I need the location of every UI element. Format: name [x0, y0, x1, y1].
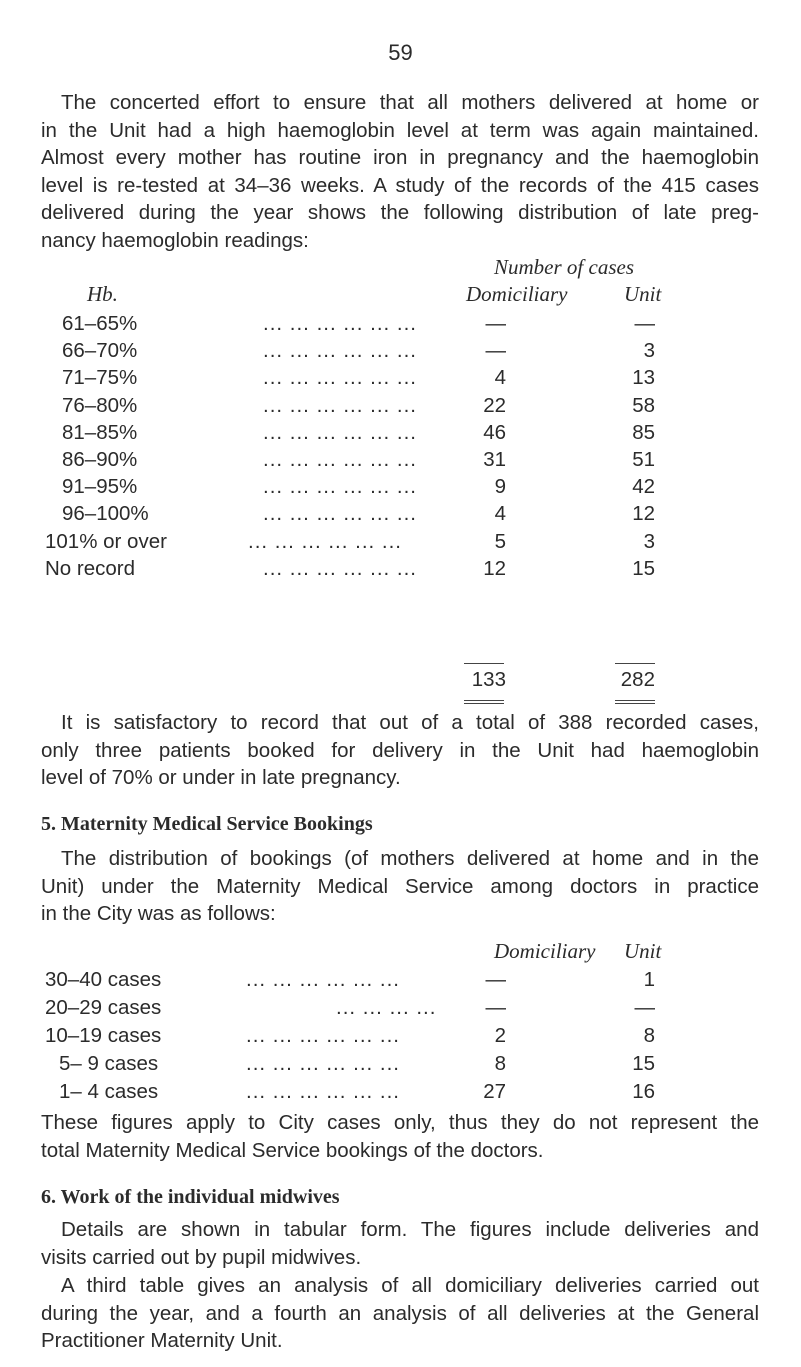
double-rule-domiciliary-2 [464, 703, 504, 704]
hb-unit-value: 15 [632, 556, 655, 580]
leader-dots: ... ... ... ... ... ... [263, 339, 417, 363]
bookings-domiciliary-value: 8 [494, 1052, 506, 1075]
bookings-table-row [0, 1022, 801, 1050]
total-unit: 282 [620, 668, 655, 691]
hb-unit-value: 3 [643, 339, 655, 363]
hb-range-label: No record [45, 556, 136, 580]
hb-unit-value: 13 [632, 366, 655, 390]
text-line: in the City was as follows: [41, 902, 276, 925]
hb-domiciliary-value: 4 [494, 366, 506, 390]
text-line: only three patients booked for delivery in the Unit had haemoglobin [41, 738, 759, 762]
hb-unit-value: 42 [632, 475, 655, 499]
leader-dots: ... ... ... ... ... ... [263, 448, 417, 471]
hb-domiciliary-value: 22 [483, 393, 506, 417]
total-rule-domiciliary [464, 663, 504, 664]
hb-range-label: 71–75% [62, 366, 138, 390]
leader-dots: ... ... ... ... ... ... [248, 529, 402, 553]
intro-paragraph [41, 89, 759, 254]
section-5-heading: 5. Maternity Medical Service Bookings [41, 813, 373, 835]
leader-dots: ... ... ... ... ... ... [263, 502, 417, 526]
text-line: nancy haemoglobin readings: [41, 228, 309, 252]
hb-total-row [0, 666, 801, 694]
bookings-range-label: 5– 9 cases [59, 1052, 159, 1075]
hb-group-header: Number of cases [494, 255, 634, 279]
leader-dots: ... ... ... ... ... ... [263, 366, 417, 390]
total-rule-unit [615, 663, 655, 664]
bookings-unit-value: 8 [643, 1024, 655, 1047]
bookings-table-row [0, 966, 801, 994]
section-6-paragraph-2 [41, 1272, 759, 1355]
leader-dots: ... ... ... ... ... ... [263, 556, 417, 580]
hb-unit-value: 3 [643, 529, 655, 553]
total-domiciliary: 133 [471, 668, 506, 691]
text-line: These figures apply to City cases only, thus they do not represent the [41, 1111, 759, 1134]
leader-dots: ... ... ... ... ... ... [246, 1080, 400, 1103]
bookings-table-row [0, 1050, 801, 1078]
hb-unit-value: 58 [632, 393, 655, 417]
hb-table-row [0, 473, 801, 501]
hb-col-label: Hb. [87, 282, 118, 306]
double-rule-domiciliary-1 [464, 700, 504, 701]
hb-domiciliary-value: 9 [494, 475, 506, 499]
hb-table-row [0, 310, 801, 338]
bookings-table-row [0, 1078, 801, 1106]
bookings-unit-value: 15 [632, 1052, 655, 1075]
hb-unit-value: 12 [632, 502, 655, 526]
hb-range-label: 96–100% [62, 502, 149, 526]
hb-range-label: 86–90% [62, 448, 138, 471]
hb-table-row [0, 528, 801, 556]
hb-table-row [0, 555, 801, 583]
leader-dots: ... ... ... ... ... ... [263, 393, 417, 417]
hb-domiciliary-value: 31 [483, 448, 506, 471]
text-line: delivered during the year shows the following distribution of late preg- [41, 201, 759, 224]
text-line: Unit) under the Maternity Medical Service among doctors in practice [41, 874, 759, 898]
text-line: in the Unit had a high haemoglobin level at term was again maintained. [41, 118, 759, 142]
text-line: The concerted effort to ensure that all mothers delivered at home or [61, 91, 759, 114]
text-line: level of 70% or under in late pregnancy. [41, 766, 401, 789]
bookings-unit-value: 16 [632, 1080, 655, 1103]
section-6-paragraph-1 [41, 1216, 759, 1271]
hb-col-unit: Unit [624, 282, 662, 306]
bookings-table-row [0, 994, 801, 1022]
bookings-range-label: 30–40 cases [45, 968, 162, 991]
hb-domiciliary-value: 46 [483, 420, 506, 444]
double-rule-unit-2 [615, 703, 655, 704]
hb-table-row [0, 419, 801, 447]
bookings-col-unit: Unit [624, 939, 662, 963]
bookings-domiciliary-value: — [485, 996, 506, 1019]
hb-col-domiciliary: Domiciliary [466, 282, 568, 306]
leader-dots: ... ... ... ... [336, 996, 437, 1019]
hb-range-label: 101% or over [45, 529, 167, 553]
hb-range-label: 76–80% [62, 393, 138, 417]
leader-dots: ... ... ... ... ... ... [263, 420, 417, 444]
page-number: 59 [388, 40, 413, 65]
hb-range-label: 91–95% [62, 475, 138, 499]
hb-unit-value: 51 [632, 448, 655, 471]
text-line: visits carried out by pupil midwives. [41, 1245, 362, 1269]
hb-table-row [0, 446, 801, 474]
hb-unit-value: — [634, 312, 655, 335]
bookings-range-label: 1– 4 cases [59, 1080, 159, 1103]
hb-unit-value: 85 [632, 420, 655, 444]
text-line: The distribution of bookings (of mothers delivered at home and in the [61, 847, 759, 870]
hb-domiciliary-value: — [485, 312, 506, 335]
bookings-range-label: 20–29 cases [45, 996, 162, 1019]
hb-table-row [0, 500, 801, 528]
bookings-unit-value: 1 [643, 968, 655, 991]
double-rule-unit-1 [615, 700, 655, 701]
leader-dots: ... ... ... ... ... ... [246, 1024, 400, 1047]
leader-dots: ... ... ... ... ... ... [246, 1052, 400, 1075]
bookings-col-domiciliary: Domiciliary [494, 939, 596, 963]
section-5-after-paragraph [41, 1109, 759, 1164]
hb-domiciliary-value: 12 [483, 556, 506, 580]
leader-dots: ... ... ... ... ... ... [263, 312, 417, 335]
text-line: total Maternity Medical Service bookings of the doctors. [41, 1138, 544, 1162]
bookings-domiciliary-value: — [485, 968, 506, 991]
bookings-unit-value: — [634, 996, 655, 1019]
text-line: Almost every mother has routine iron in pregnancy and the haemoglobin [41, 146, 759, 169]
bookings-domiciliary-value: 2 [494, 1024, 506, 1047]
text-line: during the year, and a fourth an analysis of all deliveries at the General [41, 1301, 759, 1325]
hb-range-label: 81–85% [62, 420, 138, 444]
hb-table-row [0, 364, 801, 392]
satisfactory-paragraph [41, 709, 759, 792]
hb-table-row [0, 392, 801, 420]
section-5-paragraph [41, 845, 759, 928]
text-line: Details are shown in tabular form. The figures include deliveries and [61, 1218, 759, 1241]
text-line: level is re-tested at 34–36 weeks. A study of the records of the 415 cases [41, 173, 759, 197]
hb-domiciliary-value: 5 [494, 529, 506, 553]
leader-dots: ... ... ... ... ... ... [246, 968, 400, 991]
bookings-range-label: 10–19 cases [45, 1024, 162, 1047]
hb-domiciliary-value: — [485, 339, 506, 363]
leader-dots: ... ... ... ... ... ... [263, 475, 417, 499]
hb-domiciliary-value: 4 [494, 502, 506, 526]
hb-range-label: 61–65% [62, 312, 138, 335]
hb-range-label: 66–70% [62, 339, 138, 363]
section-6-heading: 6. Work of the individual midwives [41, 1186, 340, 1208]
bookings-domiciliary-value: 27 [483, 1080, 506, 1103]
text-line: Practitioner Maternity Unit. [41, 1329, 283, 1352]
hb-table-row [0, 337, 801, 365]
text-line: A third table gives an analysis of all domiciliary deliveries carried out [61, 1274, 759, 1297]
text-line: It is satisfactory to record that out of a total of 388 recorded cases, [61, 711, 759, 734]
